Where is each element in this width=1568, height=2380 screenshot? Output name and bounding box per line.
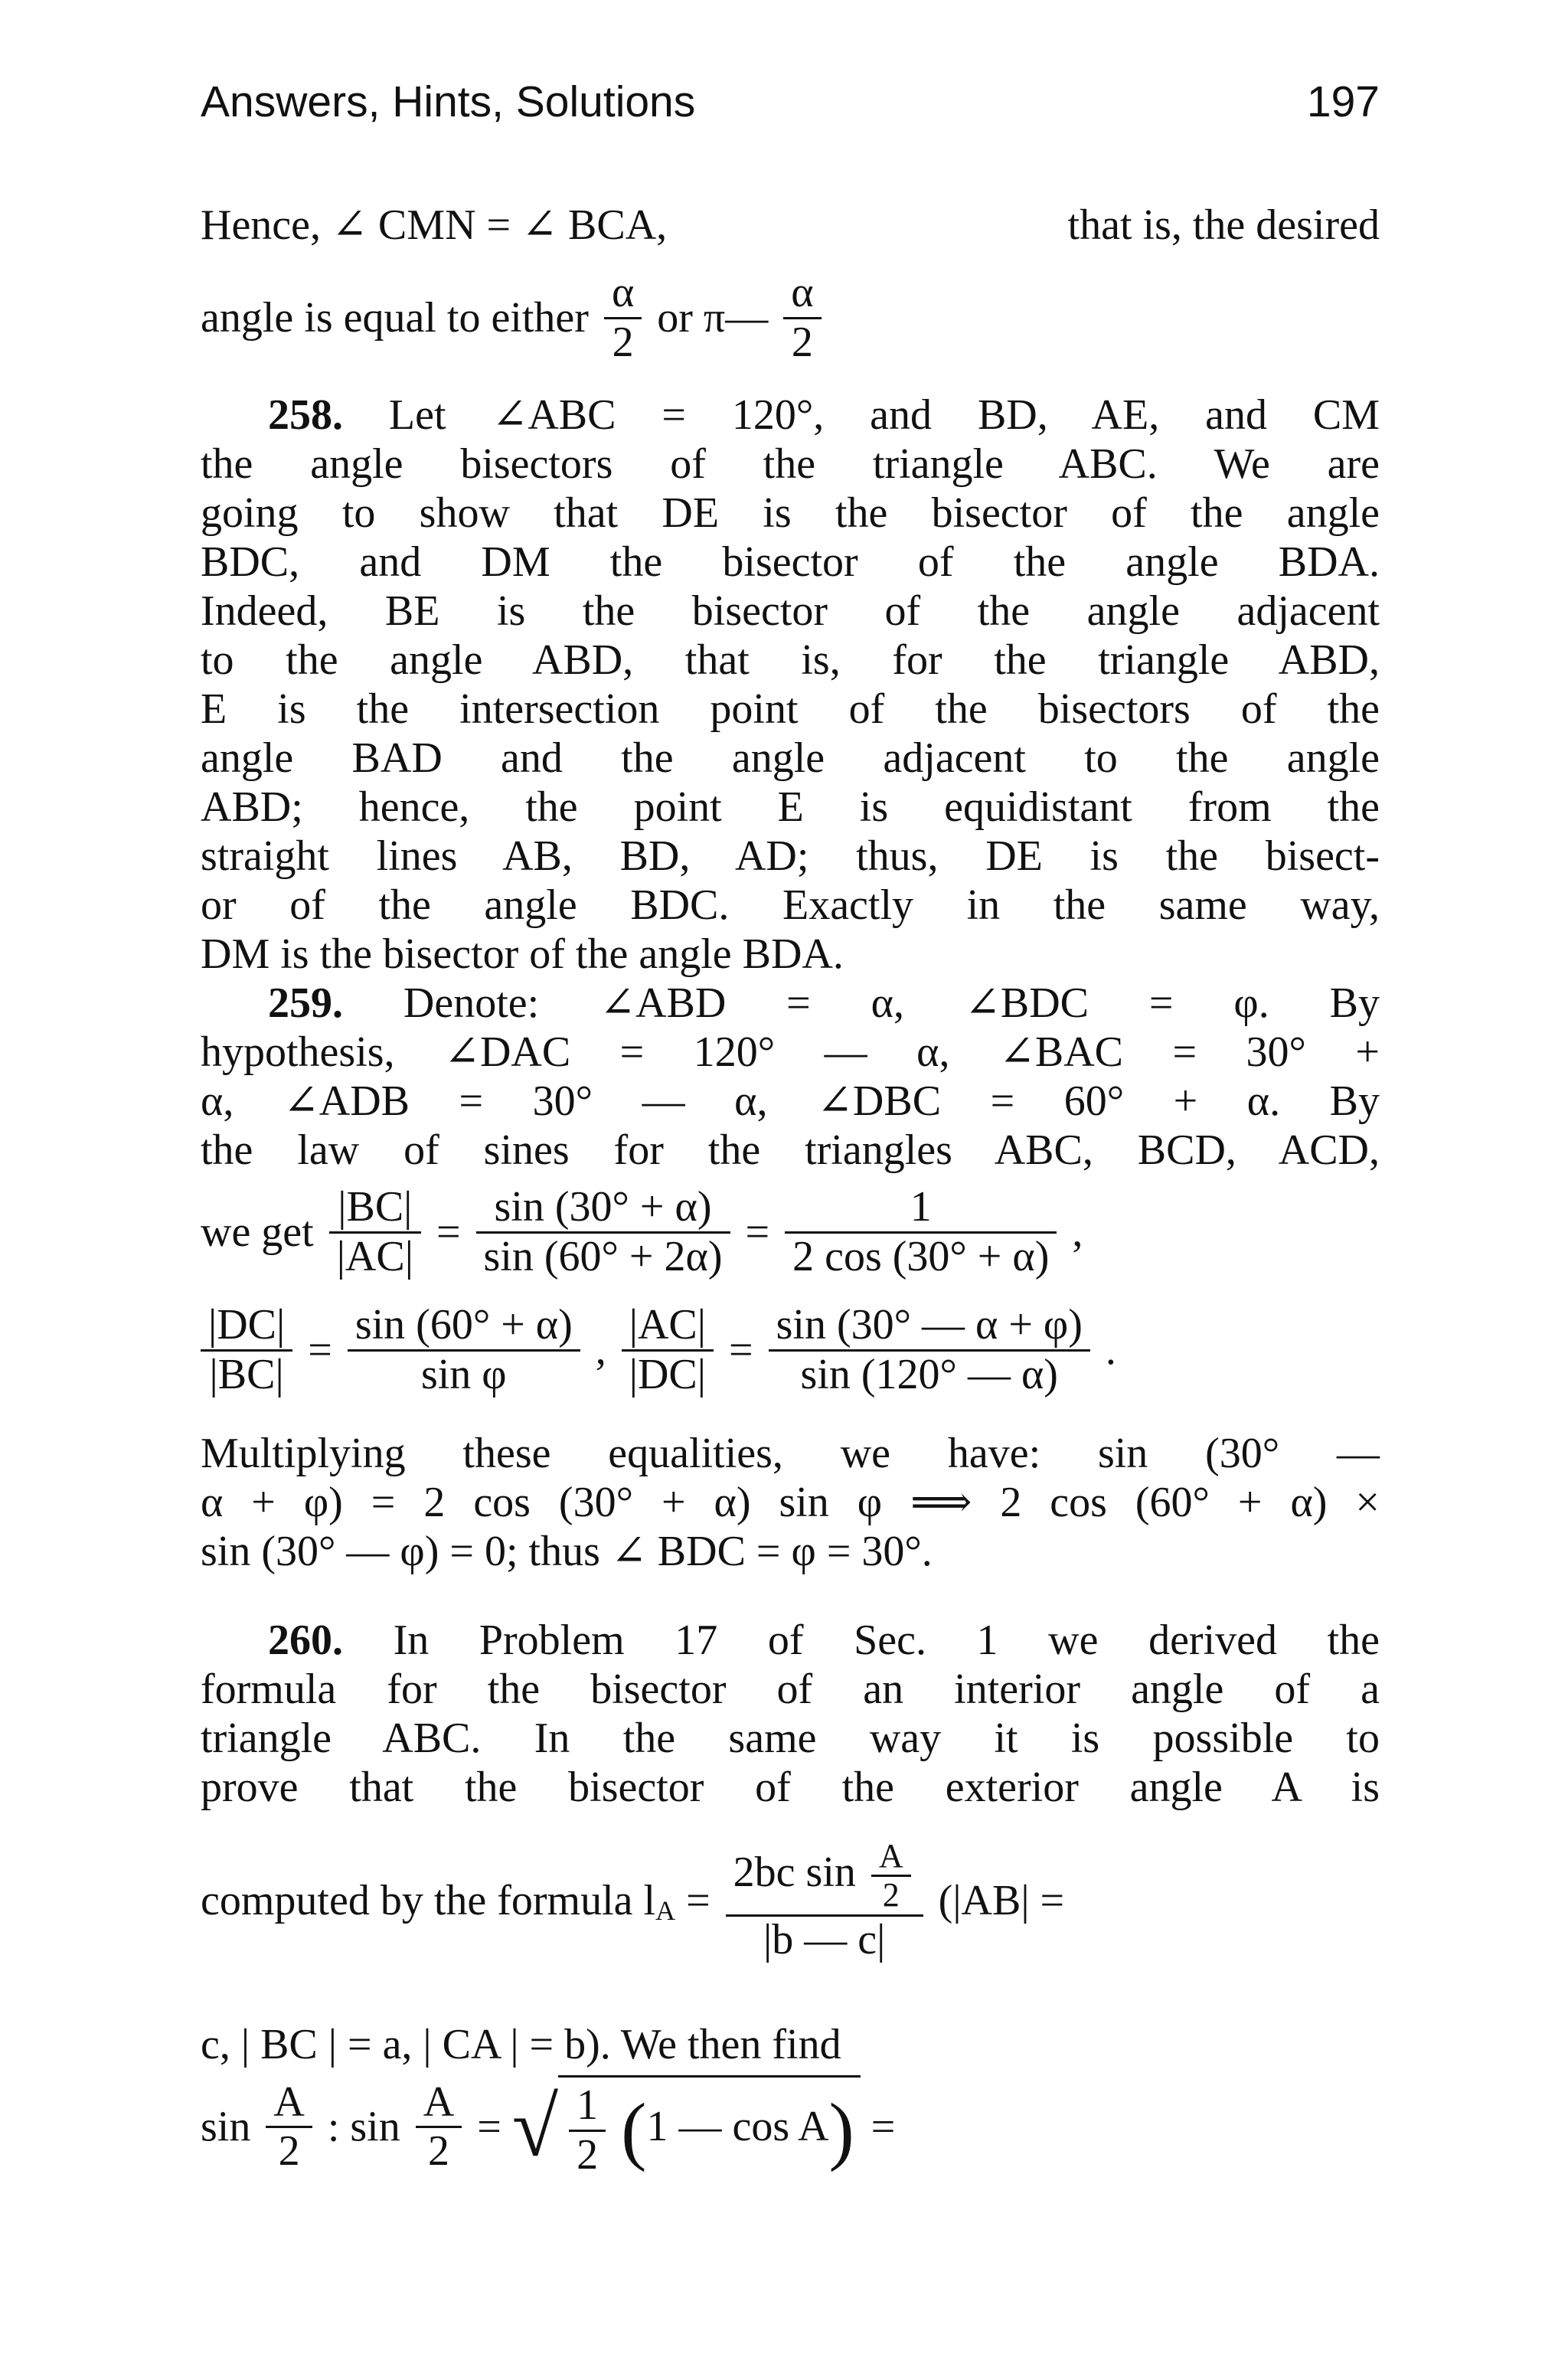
equals: = [686,1877,710,1925]
p259-equation-2: $\frac{|DC|}{|BC|}$ = $\frac{\sin (60^\circ + \alpha)}{\text{sin φ}}$ , $\frac{|AC|}{|DC|}$ = $\frac{\sin (30^\circ — \alpha + \varphi)}{\sin (120^\circ — \alpha)}$ . [201,1302,1380,1398]
numerator: 1 [569,2082,606,2132]
text: In Problem 17 of Sec. 1 we derived the [393,1617,1380,1664]
p260-sine-relation [201,2075,1380,2179]
running-header [201,77,1380,138]
p260-formula-line [201,1838,1380,1963]
text: computed by the formula l [201,1877,656,1925]
p258-line-1 [201,391,1380,440]
numerator: |AC| [622,1302,714,1352]
text: Let ∠ABC = 120°, and BD, AE, and CM [388,391,1380,439]
denominator: 2 [427,2127,449,2176]
numerator: sin (30° + α) [476,1184,730,1234]
fraction-alpha-over-2 [783,270,821,366]
text: : sin [327,2103,400,2151]
numerator: α [604,270,642,319]
denominator: 2 cos (30° + α) [792,1232,1050,1280]
numerator: A [871,1838,911,1877]
text: that is, the desired [1067,201,1380,249]
fraction-A-over-2 [416,2079,462,2176]
page-number: 197 [1306,77,1380,126]
p260-line-6: c, | BC | = a, | CA | = b). We then find [201,2021,841,2068]
bisector-length-fraction [726,1838,923,1963]
p258-line-7: E is the intersection point of the bisectors of the [201,685,1380,733]
p258-line-10: straight lines AB, BD, AD; thus, DE is the bisect- [201,832,1380,880]
denominator: 2 [882,1876,900,1914]
square-root [512,2075,861,2179]
text: we get [201,1208,314,1257]
paren: ) [828,2087,854,2173]
denominator: 2 [577,2130,599,2179]
p259-line-3: α, ∠ADB = 30° — α, ∠DBC = 60° + α. By [201,1077,1380,1125]
numerator: α [783,270,821,319]
denominator: 2 [612,318,634,366]
numerator: sin (60° + α) [348,1302,580,1352]
p259-line-4: the law of sines for the triangles ABC, BCD, ACD, [201,1126,1380,1174]
subscript: A [655,1895,676,1927]
fraction-one-half [569,2082,606,2179]
p259-line-9: sin (30° — φ) = 0; thus ∠ BDC = φ = 30°. [201,1528,933,1575]
problem-number: 258. [268,391,343,439]
p259-line-8: α + φ) = 2 cos (30° + α) sin φ ⟹ 2 cos (60° + α) × [201,1479,1380,1526]
radical-sign: √ [511,2080,559,2174]
numerator: A [266,2079,312,2129]
text: Denote: ∠ABD = α, ∠BDC = φ. By [403,979,1380,1027]
denominator: 2 [278,2127,300,2176]
p259-line-1 [201,979,1380,1028]
running-title: Answers, Hints, Solutions [201,77,696,126]
fraction-sin-ratio [476,1184,730,1280]
p257-line-1 [201,201,1380,250]
text: angle is equal to either [201,294,589,342]
p258-line-9: ABD; hence, the point E is equidistant from the [201,783,1380,831]
fraction-sin-30 [769,1302,1090,1398]
text: 1 — cos A [646,2102,829,2150]
p258-line-8: angle BAD and the angle adjacent to the angle [201,734,1380,782]
p260-line-1 [201,1616,1380,1665]
numerator: 1 [785,1184,1057,1234]
fraction-dc-bc [201,1302,292,1398]
fraction-one-over-cos [785,1184,1057,1280]
numerator: |DC| [201,1302,292,1352]
radicand [558,2075,861,2179]
p258-line-6: to the angle ABD, that is, for the triangle ABD, [201,636,1380,684]
paren: ( [621,2087,647,2173]
p259-equation-1: we get $\frac{|BC|}{|AC|}$ = $\frac{\sin (30^\circ + \alpha)}{\sin (60^\circ + 2\alpha)}$ = $\frac{1}{2 \cos (30^\circ + \alpha)}$ , [201,1183,1083,1280]
denominator: sin (60° + 2α) [483,1232,723,1280]
p260-line-2: formula for the bisector of an interior angle of a [201,1666,1380,1713]
denominator: sin (120° — α) [800,1350,1058,1398]
equals: = [477,2103,501,2151]
numerator [726,1838,923,1917]
fraction-A-over-2 [266,2079,312,2176]
text: Hence, ∠ CMN = ∠ BCA, [201,201,668,249]
equals: = [871,2103,896,2151]
p258-line-12: DM is the bisector of the angle BDA. [201,930,844,978]
denominator: |AC| [336,1232,413,1280]
fraction-alpha-over-2 [604,270,642,366]
denominator: 2 [791,318,813,366]
p260-line-3: triangle ABC. In the same way it is possible to [201,1715,1380,1762]
p258-line-2: the angle bisectors of the triangle ABC. We are [201,440,1380,488]
numerator: |BC| [329,1184,421,1234]
p258-line-5: Indeed, BE is the bisector of the angle adjacent [201,587,1380,635]
denominator: |b — c| [763,1915,886,1963]
numerator: A [416,2079,462,2129]
text: (|AB| = [938,1877,1065,1925]
p258-line-11: or of the angle BDC. Exactly in the same way, [201,881,1380,929]
text: or π— [657,294,769,342]
text: 2bc sin [733,1848,856,1896]
fraction-sin-60 [348,1302,580,1398]
denominator: |BC| [209,1350,284,1398]
fraction-bc-ac [329,1184,421,1280]
fraction-ac-dc [622,1302,714,1398]
text: sin [201,2103,251,2151]
denominator: sin φ [420,1350,507,1398]
denominator: |DC| [629,1350,706,1398]
p257-line-2 [201,270,1380,366]
p260-line-4: prove that the bisector of the exterior angle A is [201,1764,1380,1811]
problem-number: 260. [268,1617,343,1664]
p259-line-7: Multiplying these equalities, we have: sin (30° — [201,1430,1380,1477]
p258-line-4: BDC, and DM the bisector of the angle BDA. [201,538,1380,586]
numerator: sin (30° — α + φ) [769,1302,1090,1352]
problem-number: 259. [268,979,343,1027]
p258-line-3: going to show that DE is the bisector of the angle [201,489,1380,537]
fraction-A-over-2 [871,1838,911,1914]
p259-line-2: hypothesis, ∠DAC = 120° — α, ∠BAC = 30° + [201,1028,1380,1076]
